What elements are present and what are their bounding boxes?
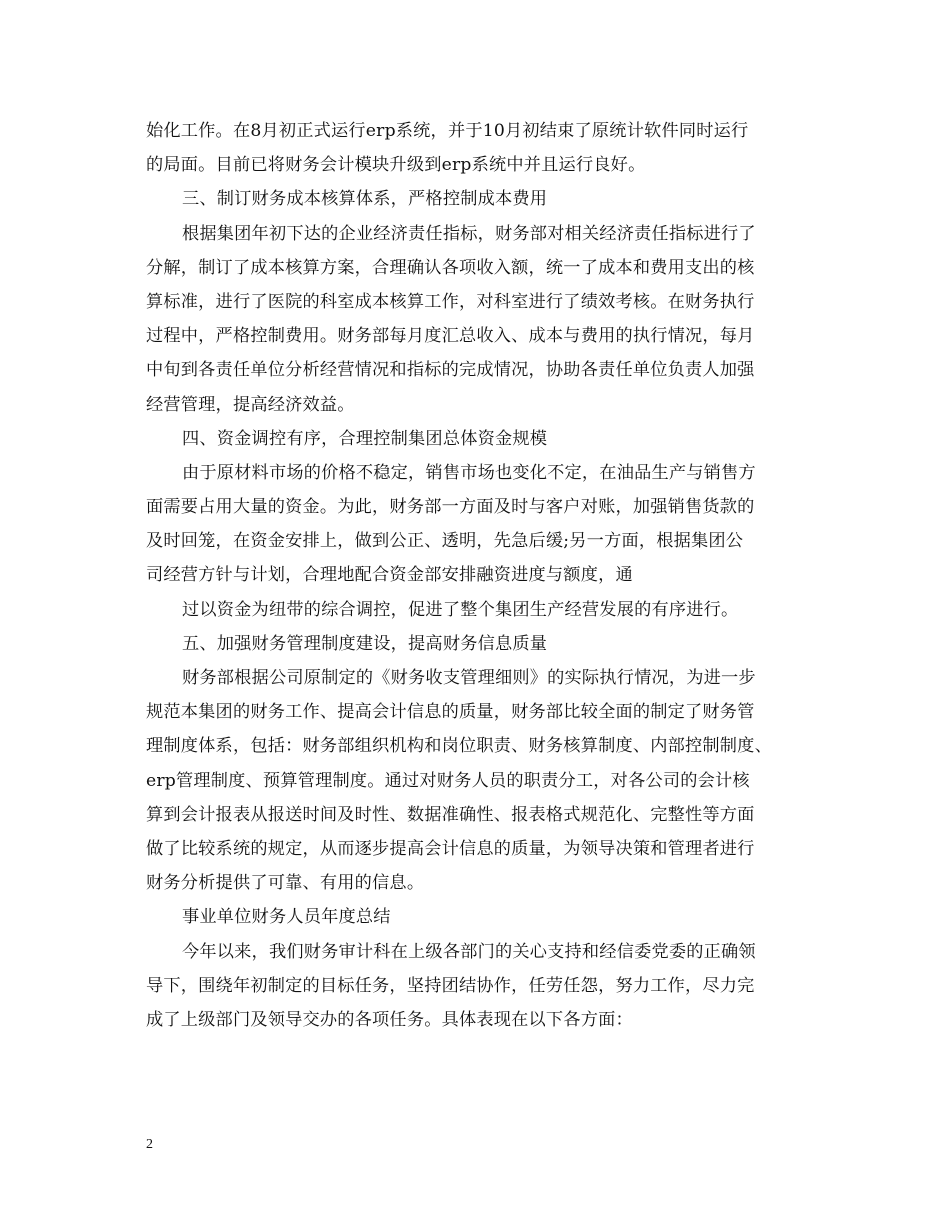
text-line: 过以资金为纽带的综合调控，促进了整个集团生产经营发展的有序进行。 bbox=[182, 599, 739, 620]
text-line: 过程中，严格控制费用。财务部每月度汇总收入、成本与费用的执行情况，每月 bbox=[146, 326, 755, 347]
text-line: erp管理制度、预算管理制度。通过对财务人员的职责分工，对各公司的会计核 bbox=[146, 770, 750, 791]
text-line: 面需要占用大量的资金。为此，财务部一方面及时与客户对账，加强销售货款的 bbox=[146, 497, 755, 518]
text-line: 四、资金调控有序，合理控制集团总体资金规模 bbox=[182, 428, 548, 449]
text-line: 经营管理，提高经济效益。 bbox=[146, 394, 355, 415]
text-line: 规范本集团的财务工作、提高会计信息的质量，财务部比较全面的制定了财务管 bbox=[146, 702, 755, 723]
text-line: 算到会计报表从报送时间及时性、数据准确性、报表格式规范化、完整性等方面 bbox=[146, 804, 755, 825]
text-line: 中旬到各责任单位分析经营情况和指标的完成情况，协助各责任单位负责人加强 bbox=[146, 360, 755, 381]
text-line: 今年以来，我们财务审计科在上级各部门的关心支持和经信委党委的正确领 bbox=[182, 941, 756, 962]
text-line: 由于原材料市场的价格不稳定，销售市场也变化不定，在油品生产与销售方 bbox=[182, 462, 756, 483]
text-line: 三、制订财务成本核算体系，严格控制成本费用 bbox=[182, 189, 548, 210]
text-line: 财务分析提供了可靠、有用的信息。 bbox=[146, 873, 425, 894]
text-line: 财务部根据公司原制定的《财务收支管理细则》的实际执行情况，为进一步 bbox=[182, 668, 756, 688]
text-line: 根据集团年初下达的企业经济责任指标，财务部对相关经济责任指标进行了 bbox=[182, 223, 756, 244]
text-line: 成了上级部门及领导交办的各项任务。具体表现在以下各方面： bbox=[146, 1009, 633, 1030]
text-line: 导下，围绕年初制定的目标任务，坚持团结协作，任劳任怨，努力工作，尽力完 bbox=[146, 975, 755, 996]
text-line: 事业单位财务人员年度总结 bbox=[182, 907, 391, 928]
page-number: 2 bbox=[146, 1137, 153, 1152]
text-line: 做了比较系统的规定，从而逐步提高会计信息的质量，为领导决策和管理者进行 bbox=[146, 838, 755, 859]
text-line: 理制度体系，包括：财务部组织机构和岗位职责、财务核算制度、内部控制制度、 bbox=[146, 736, 772, 757]
text-line: 算标准，进行了医院的科室成本核算工作，对科室进行了绩效考核。在财务执行 bbox=[146, 291, 755, 312]
text-line: 司经营方针与计划，合理地配合资金部安排融资进度与额度，通 bbox=[146, 565, 633, 586]
text-line: 分解，制订了成本核算方案，合理确认各项收入额，统一了成本和费用支出的核 bbox=[146, 257, 755, 278]
text-line: 及时回笼，在资金安排上，做到公正、透明，先急后缓;另一方面，根据集团公 bbox=[146, 531, 744, 552]
document-body bbox=[146, 114, 806, 1037]
text-line: 的局面。目前已将财务会计模块升级到erp系统中并且运行良好。 bbox=[146, 155, 646, 176]
text-line: 五、加强财务管理制度建设，提高财务信息质量 bbox=[182, 633, 548, 654]
text-line: 始化工作。在8月初正式运行erp系统，并于10月初结束了原统计软件同时运行 bbox=[146, 121, 749, 141]
